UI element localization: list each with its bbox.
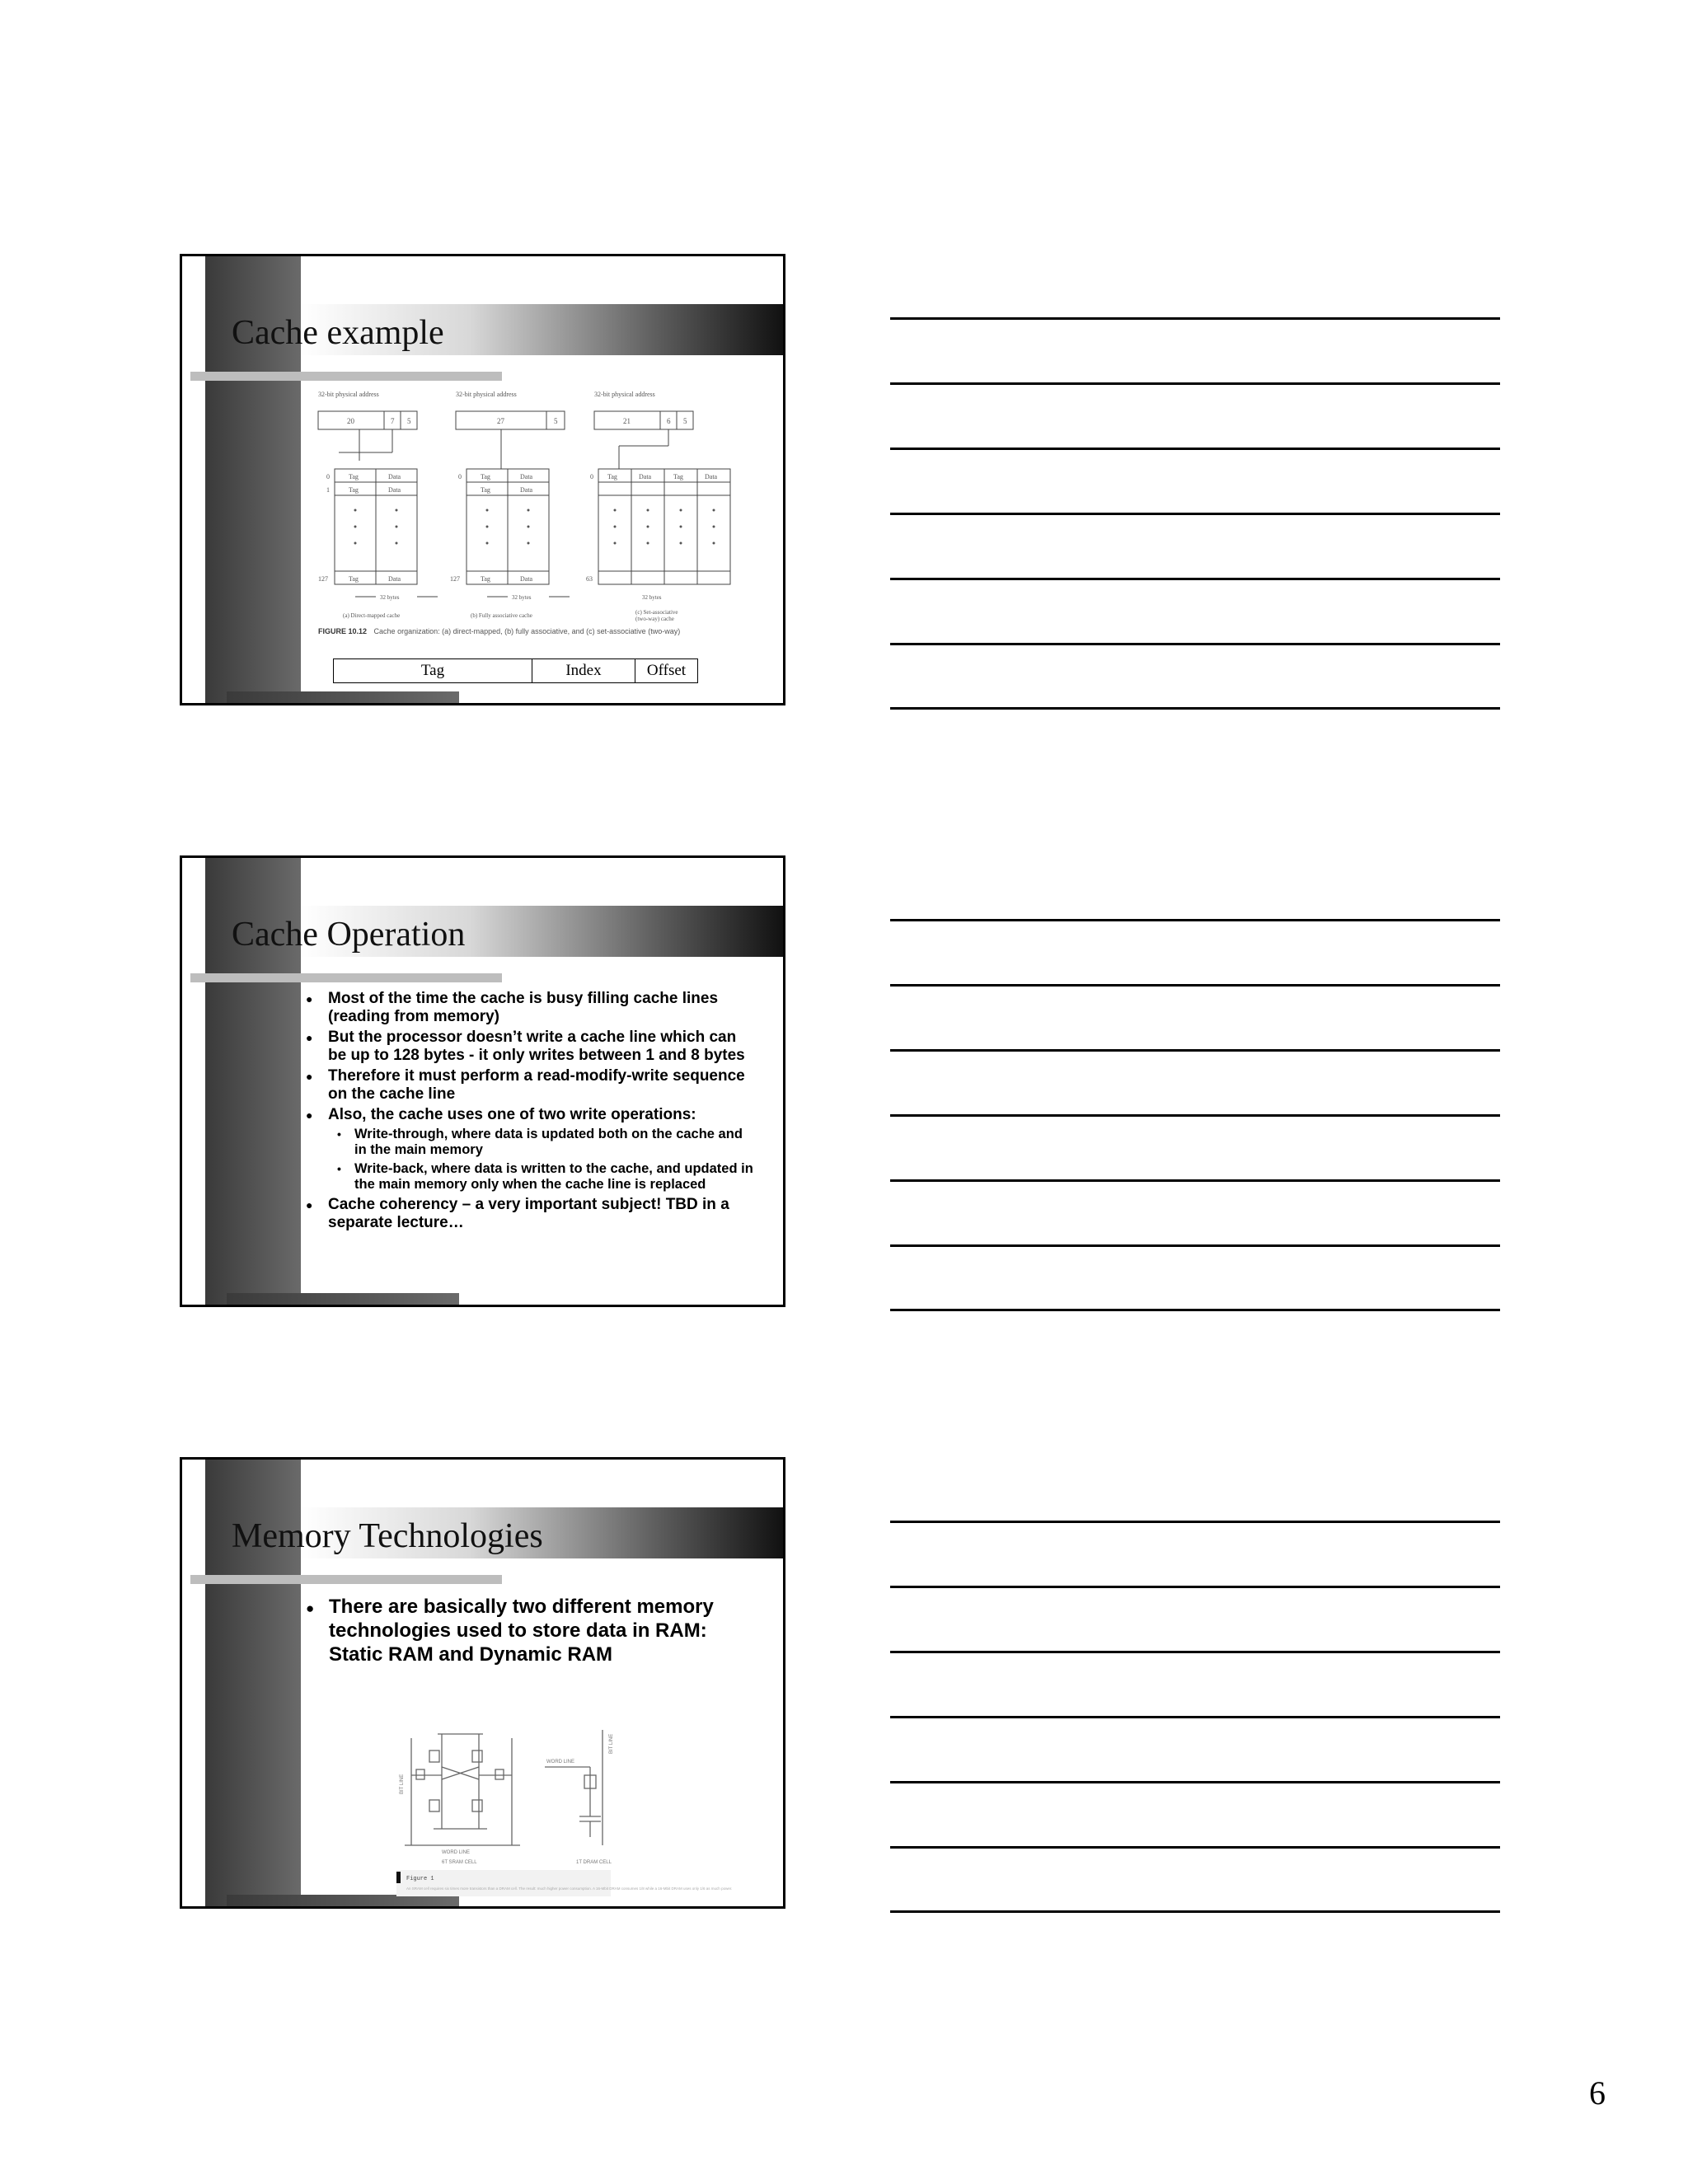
cache-a-data: Data	[388, 473, 401, 480]
dram-bitline-label: BIT LINE	[609, 1733, 614, 1754]
notes-line	[890, 1114, 1500, 1117]
cache-a-row-last: 127	[318, 575, 328, 583]
notes-line	[890, 1651, 1500, 1653]
addr-c-field-3: 5	[683, 417, 687, 425]
slide-body	[306, 990, 758, 1235]
cache-b-tag-last: Tag	[481, 575, 490, 583]
notes-line	[890, 1781, 1500, 1783]
figure-caption-text: Cache organization: (a) direct-mapped, (b) fully associative, and (c) set-associative (two-way)	[373, 627, 681, 635]
cache-a-row-1: 1	[326, 486, 330, 494]
bullet-item: ● Most of the time the cache is busy filling cache lines (reading from memory)	[306, 990, 758, 1026]
cache-a-caption: (a) Direct-mapped cache	[343, 612, 401, 619]
sub-bullet-list	[328, 1127, 758, 1193]
notes-line	[890, 1244, 1500, 1247]
addr-a-field-3: 5	[407, 417, 411, 425]
notes-line	[890, 643, 1500, 645]
slide-decor-bottom-bar	[227, 1895, 459, 1906]
slide-title: Memory Technologies	[232, 1517, 543, 1555]
notes-line	[890, 1846, 1500, 1849]
cache-c-row-0: 0	[590, 473, 593, 480]
page-number: 6	[1589, 2074, 1606, 2111]
cache-c-caption-2: (two-way) cache	[635, 616, 674, 622]
sub-bullet-item: • Write-back, where data is written to the cache, and updated in the main memory only when the cache line is replaced	[328, 1161, 758, 1193]
cache-a-data-last: Data	[388, 575, 401, 583]
slide-decor-rule	[190, 372, 502, 381]
bullet-item: ● Therefore it must perform a read-modify-write sequence on the cache line	[306, 1067, 758, 1104]
cache-c-bytes: 32 bytes	[642, 594, 662, 601]
cache-a-data-2: Data	[388, 486, 401, 494]
notes-line	[890, 1179, 1500, 1182]
notes-line	[890, 317, 1500, 320]
addr-label-b: 32-bit physical address	[456, 391, 517, 398]
figure-caption-title: Figure 1	[406, 1876, 434, 1882]
slide-decor-rule	[190, 973, 502, 982]
slide-decor-rule	[190, 1575, 502, 1584]
cache-organization-figure	[306, 387, 767, 649]
cache-a-bytes: 32 bytes	[380, 594, 400, 601]
figure-caption-label: FIGURE 10.12	[318, 627, 368, 635]
slide-decor-bottom-bar	[227, 691, 459, 703]
cache-a-tag-2: Tag	[349, 486, 359, 494]
cache-a-row-0: 0	[326, 473, 330, 480]
bullet-list	[306, 990, 758, 1232]
bullet-item: ● Cache coherency – a very important subject! TBD in a separate lecture…	[306, 1196, 758, 1232]
notes-line	[890, 984, 1500, 987]
bullet-item: ● There are basically two different memory technologies used to store data in RAM: Static RAM and Dynamic RAM	[306, 1595, 758, 1666]
notes-line	[890, 578, 1500, 580]
cache-b-tag: Tag	[481, 473, 490, 480]
notes-line	[890, 1521, 1500, 1523]
slide-body	[306, 1595, 758, 1669]
addr-a-field-2: 7	[391, 417, 395, 425]
figure-caption-text: An SRAM cell requires six times more transistors than a DRAM cell. The result: much higher power consumption. A 16-Mbit DRAM consumes 1/8 while a 16-Mbit DRAM uses only 1/6 as much power.	[406, 1886, 733, 1891]
notes-line	[890, 1716, 1500, 1718]
bullet-item-with-subitems	[306, 1106, 758, 1193]
bullet-item-text: Also, the cache uses one of two write operations:	[328, 1106, 696, 1123]
slide-decor-bottom-bar	[227, 1293, 459, 1305]
dram-wordline-label: WORD LINE	[546, 1760, 575, 1765]
cache-b-data: Data	[520, 473, 533, 480]
addr-b-field-1: 27	[497, 417, 504, 425]
notes-line	[890, 448, 1500, 450]
sram-bitline-left-label: BIT LINE	[400, 1774, 405, 1794]
addr-c-field-1: 21	[623, 417, 631, 425]
cache-c-tag-2: Tag	[673, 473, 683, 480]
cache-c-data-2: Data	[705, 473, 718, 480]
dram-cell-label: 1T DRAM CELL	[576, 1860, 612, 1865]
notes-line	[890, 1910, 1500, 1913]
bullet-list	[306, 1595, 758, 1666]
cache-a-tag-last: Tag	[349, 575, 359, 583]
addr-label-c: 32-bit physical address	[594, 391, 655, 398]
addr-c-field-2: 6	[667, 417, 671, 425]
notes-line	[890, 1049, 1500, 1052]
slide-cache-example	[180, 254, 785, 705]
addr-b-field-2: 5	[554, 417, 558, 425]
notes-line	[890, 382, 1500, 385]
cache-b-data-last: Data	[520, 575, 533, 583]
sram-dram-cell-figure	[396, 1722, 733, 1896]
cache-b-caption: (b) Fully associative cache	[471, 612, 532, 619]
address-field-breakdown	[333, 658, 698, 683]
notes-line	[890, 919, 1500, 921]
slide-cache-operation	[180, 855, 785, 1307]
slide-title: Cache Operation	[232, 916, 466, 954]
cache-c-caption-1: (c) Set-associative	[635, 609, 678, 616]
bullet-item: ● But the processor doesn’t write a cache line which can be up to 128 bytes - it only writes between 1 and 8 bytes	[306, 1029, 758, 1065]
svg-text:FIGURE 10.12 Cache org	[318, 627, 680, 635]
slide-title: Cache example	[232, 314, 444, 352]
address-field-tag: Tag	[334, 659, 532, 682]
notes-line	[890, 1586, 1500, 1588]
sram-wordline-label: WORD LINE	[442, 1850, 471, 1855]
cache-b-bytes: 32 bytes	[512, 594, 532, 601]
cache-c-data-1: Data	[639, 473, 652, 480]
address-field-index: Index	[532, 659, 635, 682]
cache-b-row-0: 0	[458, 473, 462, 480]
cache-a-tag: Tag	[349, 473, 359, 480]
cache-c-tag-1: Tag	[607, 473, 617, 480]
cache-c-row-last: 63	[586, 575, 593, 583]
addr-label-a: 32-bit physical address	[318, 391, 379, 398]
cache-b-row-last: 127	[450, 575, 460, 583]
sub-bullet-item: • Write-through, where data is updated both on the cache and in the main memory	[328, 1127, 758, 1158]
slide-memory-technologies	[180, 1457, 785, 1909]
notes-line	[890, 513, 1500, 515]
addr-a-field-1: 20	[347, 417, 354, 425]
cache-b-data-2: Data	[520, 486, 533, 494]
notes-line	[890, 1309, 1500, 1311]
cache-b-tag-2: Tag	[481, 486, 490, 494]
notes-line	[890, 707, 1500, 710]
sram-cell-label: 6T SRAM CELL	[442, 1860, 477, 1865]
address-field-offset: Offset	[646, 662, 687, 679]
